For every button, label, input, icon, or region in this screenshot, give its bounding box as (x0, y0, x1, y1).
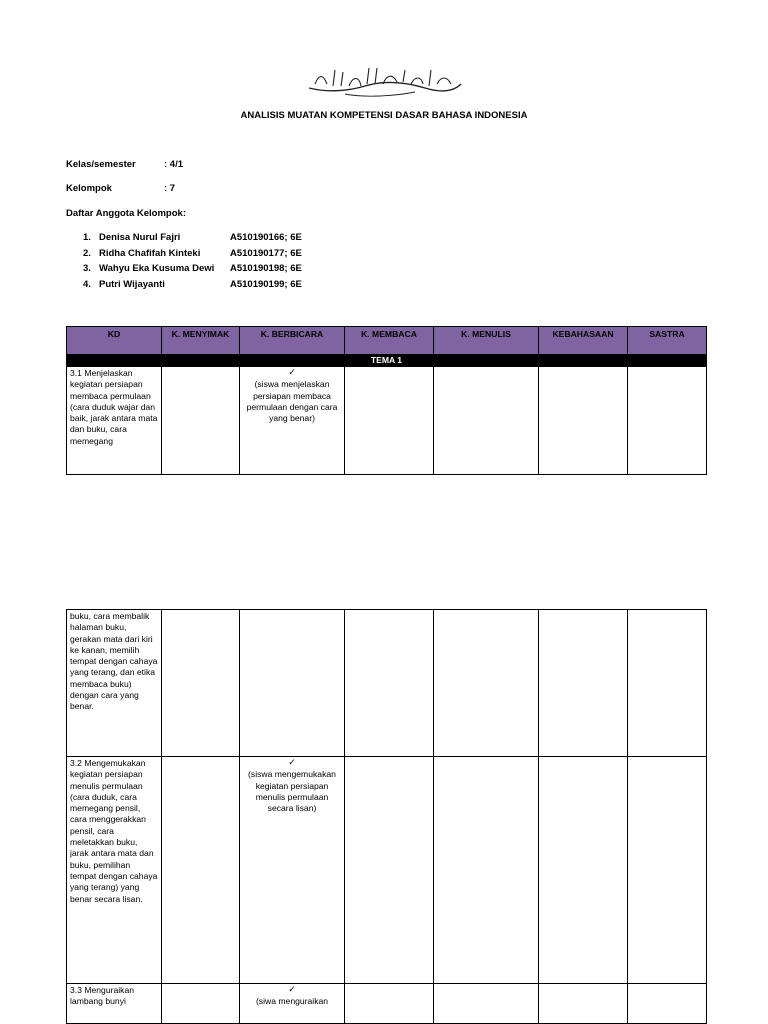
kd-cell: 3.1 Menjelaskan kegiatan persiapan membaca permulaan (cara duduk wajar dan baik, jarak antara mata dan buku, cara memegang (67, 367, 162, 475)
kd-cell: buku, cara membalik halaman buku, gerakan mata dari kiri ke kanan, memilih tempat dengan cahaya yang terang, dan etika membaca buku) dengan cara yang benar. (67, 610, 162, 757)
header-kebahasaan: KEBAHASAAN (539, 327, 628, 355)
anggota-label: Daftar Anggota Kelompok: (66, 208, 186, 219)
list-item: 1. Denisa Nurul Fajri A510190166; 6E (83, 232, 302, 243)
kd-table-part-2 (66, 609, 707, 1024)
tema-label: TEMA 1 (67, 355, 707, 367)
header-membaca: K. MEMBACA (345, 327, 434, 355)
berbicara-cell: ✓ (siswa mengemukakan kegiatan persiapan menulis permulaan secara lisan) (240, 757, 345, 984)
kelompok-label: Kelompok (66, 183, 112, 194)
checkmark-icon: ✓ (288, 985, 296, 995)
header-kd: KD (67, 327, 162, 355)
kelas-row (66, 159, 183, 170)
header-sastra: SASTRA (628, 327, 707, 355)
tema-row (67, 355, 707, 367)
header-berbicara: K. BERBICARA (240, 327, 345, 355)
basmala-calligraphy (305, 62, 465, 98)
kelompok-value: : 7 (164, 183, 176, 194)
kelas-value: : 4/1 (164, 159, 184, 170)
document-title: ANALISIS MUATAN KOMPETENSI DASAR BAHASA INDONESIA (240, 110, 528, 121)
member-list (83, 232, 302, 294)
kelompok-row (66, 183, 175, 194)
table-row (67, 367, 707, 475)
kd-cell: 3.3 Menguraikan lambang bunyi (67, 984, 162, 1024)
list-item: 4. Putri Wijayanti A510190199; 6E (83, 278, 302, 290)
kd-table-part-1 (66, 326, 707, 475)
berbicara-cell: ✓ (siswa menjelaskan persiapan membaca permulaan dengan cara yang benar) (240, 367, 345, 475)
list-item: 3. Wahyu Eka Kusuma Dewi A510190198; 6E (83, 263, 302, 274)
berbicara-cell: ✓ (siwa menguraikan (240, 984, 345, 1024)
kelas-label: Kelas/semester (66, 159, 136, 170)
header-menyimak: K. MENYIMAK (162, 327, 240, 355)
checkmark-icon: ✓ (288, 758, 296, 768)
kd-cell: 3.2 Mengemukakan kegiatan persiapan menulis permulaan (cara duduk, cara memegang pensil, cara menggerakkan pensil, cara meletakkan buku, jarak antara mata dan buku, pemilihan tempat dengan cahaya yang terang) yang benar secara lisan. (67, 757, 162, 984)
checkmark-icon: ✓ (288, 368, 296, 378)
table-row (67, 984, 707, 1024)
table-row (67, 610, 707, 757)
table-header-row (67, 327, 707, 355)
header-menulis: K. MENULIS (434, 327, 539, 355)
list-item: 2. Ridha Chafifah Kinteki A510190177; 6E (83, 247, 302, 259)
table-row (67, 757, 707, 984)
